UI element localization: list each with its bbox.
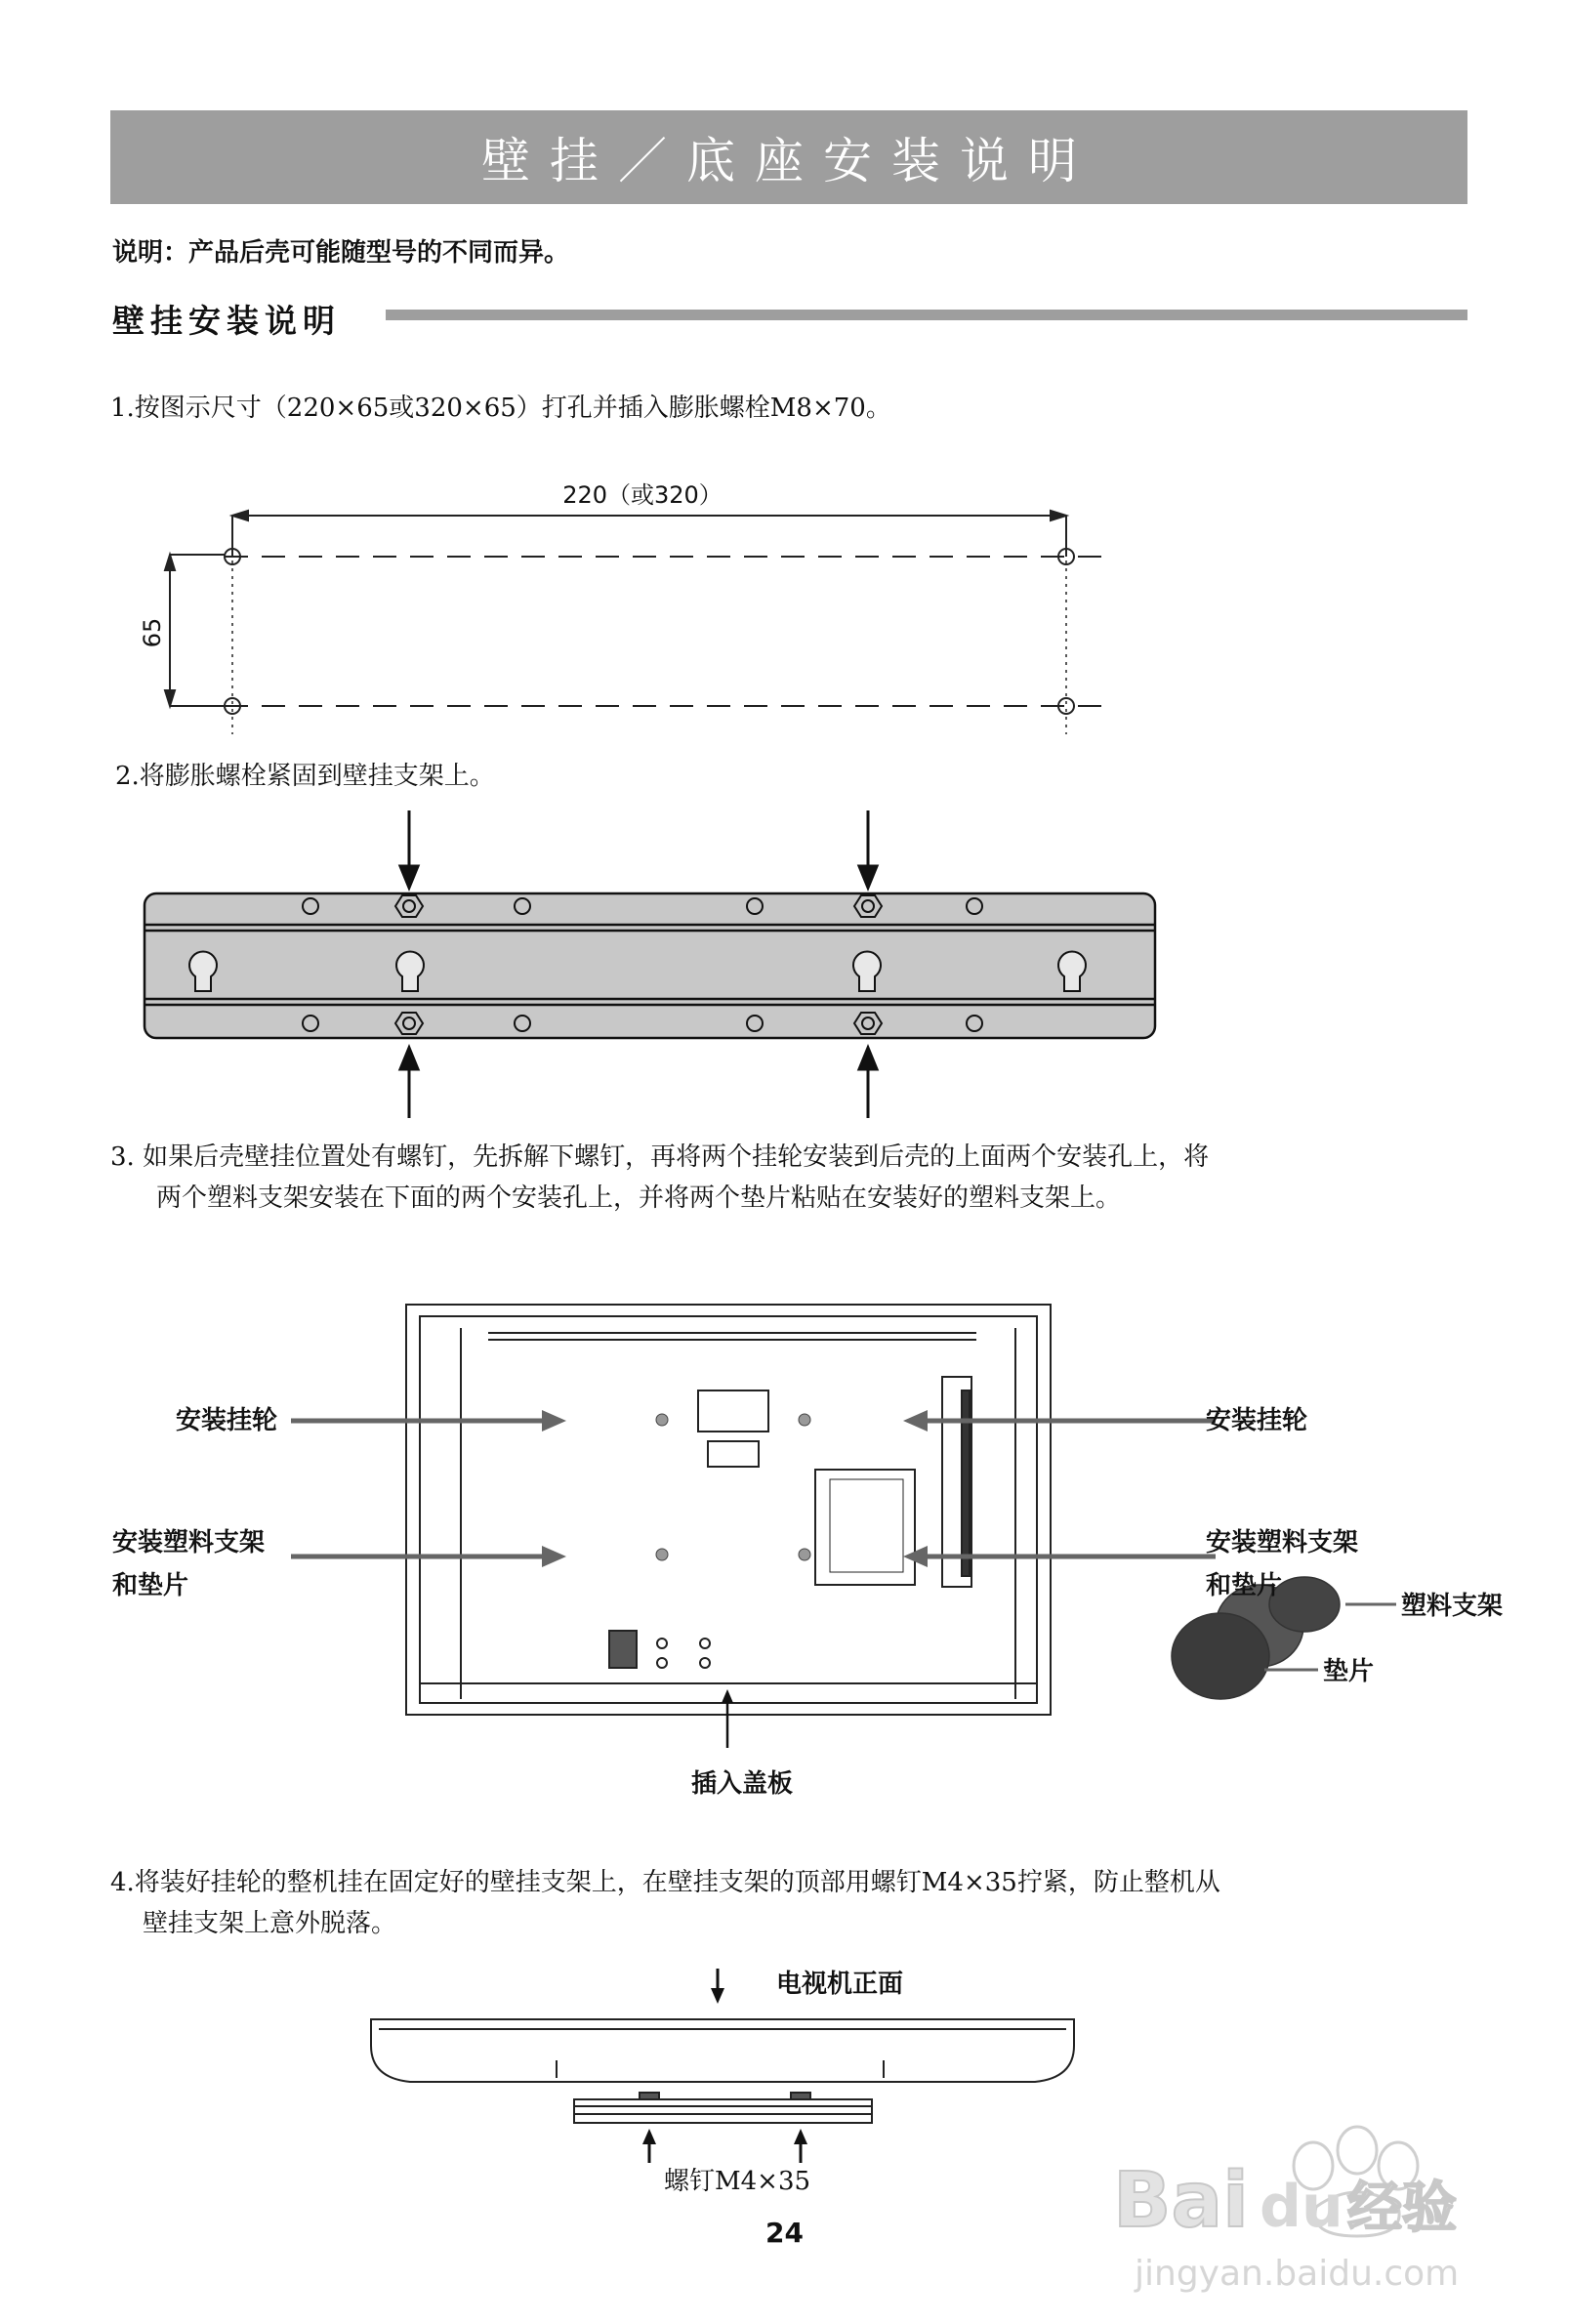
product-note: 说明：产品后壳可能随型号的不同而异。 bbox=[112, 238, 570, 268]
label-left-bracket: 安装塑料支架 bbox=[112, 1528, 266, 1557]
label-tv-front: 电视机正面 bbox=[776, 1970, 904, 1999]
drill-hole-diagram bbox=[139, 478, 1113, 742]
height-dimension-label: 65 bbox=[139, 617, 166, 648]
step-2-text: 2.将膨胀螺栓紧固到壁挂支架上。 bbox=[115, 762, 495, 791]
label-pad: 垫片 bbox=[1323, 1657, 1375, 1686]
wall-bracket-diagram bbox=[137, 806, 1172, 1123]
svg-text:jingyan.baidu.com: jingyan.baidu.com bbox=[1135, 2254, 1460, 2294]
width-dimension-label: 220（或320） bbox=[562, 481, 723, 509]
svg-text:经验: 经验 bbox=[1347, 2177, 1457, 2240]
section-divider bbox=[386, 310, 1467, 320]
label-right-bracket-pad: 和垫片 bbox=[1206, 1571, 1283, 1600]
svg-text:du: du bbox=[1260, 2173, 1343, 2241]
tv-rear-diagram bbox=[98, 1289, 1504, 1799]
step-3-text-line-2: 两个塑料支架安装在下面的两个安装孔上，并将两个垫片粘贴在安装好的塑料支架上。 bbox=[156, 1183, 1122, 1213]
baidu-watermark-logo bbox=[1113, 2090, 1504, 2304]
label-left-wheel: 安装挂轮 bbox=[176, 1406, 278, 1435]
page-title: 壁挂／底座安装说明 bbox=[481, 133, 1096, 189]
step-4-text-line-1: 4.将装好挂轮的整机挂在固定好的壁挂支架上，在壁挂支架的顶部用螺钉M4×35拧紧，防止整机从 bbox=[110, 1868, 1220, 1897]
section-title: 壁挂安装说明 bbox=[112, 302, 341, 340]
page-title-banner bbox=[110, 110, 1467, 204]
tv-top-view-diagram bbox=[361, 1963, 1103, 2178]
label-plastic-bracket: 塑料支架 bbox=[1401, 1592, 1504, 1621]
svg-text:Bai: Bai bbox=[1113, 2157, 1249, 2245]
step-3-text-line-1: 3. 如果后壳壁挂位置处有螺钉，先拆解下螺钉，再将两个挂轮安装到后壳的上面两个安装孔上，将 bbox=[110, 1142, 1210, 1172]
label-left-bracket-pad: 和垫片 bbox=[112, 1571, 189, 1600]
label-insert-cover: 插入盖板 bbox=[691, 1769, 794, 1799]
label-right-wheel: 安装挂轮 bbox=[1206, 1406, 1308, 1435]
screw-caption: 螺钉M4×35 bbox=[664, 2167, 811, 2196]
step-4-text-line-2: 壁挂支架上意外脱落。 bbox=[143, 1909, 397, 1938]
step-1-text: 1.按图示尺寸（220×65或320×65）打孔并插入膨胀螺栓M8×70。 bbox=[110, 394, 891, 423]
page-number: 24 bbox=[765, 2217, 804, 2249]
label-right-bracket: 安装塑料支架 bbox=[1206, 1528, 1359, 1557]
